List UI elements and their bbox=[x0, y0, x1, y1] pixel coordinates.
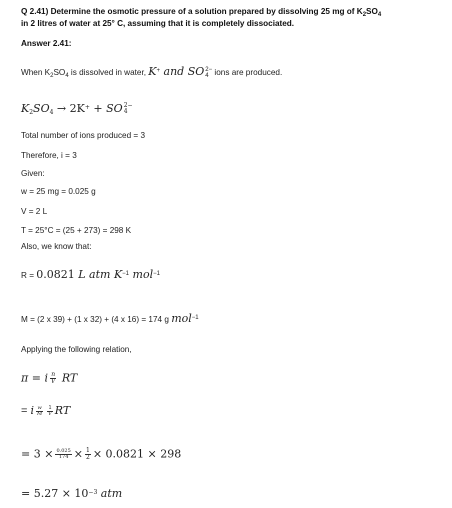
given-v: V = 2 L bbox=[21, 207, 48, 216]
total-ions: Total number of ions produced = 3 bbox=[21, 131, 146, 140]
intro-text: When $K_2SO_4$ is dissolved in water, K+ and SO 2− 4 ions are produced. bbox=[21, 65, 283, 79]
question-line-1: Q 2.41) Determine the osmotic pressure of a solution prepared by dissolving 25 mg of $K_2SO_4$ bbox=[21, 7, 382, 18]
molar-mass: M = (2 x 39) + (1 x 32) + (4 x 16) = 174 g mol$^{-1}$ bbox=[21, 312, 199, 325]
given-w: w = 25 mg = 0.025 g bbox=[21, 187, 96, 196]
also-line: Also, we know that: bbox=[21, 242, 92, 251]
osmotic-relation-expanded: = i $\frac{w}{M}$ $\frac{1}{V}$ RT bbox=[21, 404, 71, 417]
reaction-equation: $K_2SO_4 \to 2K^+$ + SO 2− 4 bbox=[21, 102, 133, 116]
osmotic-relation: π = i $\frac{n}{V}$ RT bbox=[21, 371, 78, 385]
substitution-line: = 3 × $\frac{0.025}{174}$ × $\frac{1}{2}$ × 0.0821 × 298 bbox=[21, 447, 182, 461]
gas-constant: R = 0.0821 L atm $K^{-1}$ mol$^{-1}$ bbox=[21, 268, 160, 281]
given-label: Given: bbox=[21, 169, 45, 178]
given-t: T = 25°C = (25 + 273) = 298 K bbox=[21, 226, 132, 235]
question-line-2: in 2 litres of water at 25° C, assuming that it is completely dissociated. bbox=[21, 19, 295, 28]
answer-heading: Answer 2.41: bbox=[21, 39, 72, 48]
applying-text: Applying the following relation, bbox=[21, 345, 132, 354]
therefore-line: Therefore, i = 3 bbox=[21, 151, 77, 160]
result-line: = $5.27 \times 10^{-3}$ atm bbox=[21, 487, 123, 500]
